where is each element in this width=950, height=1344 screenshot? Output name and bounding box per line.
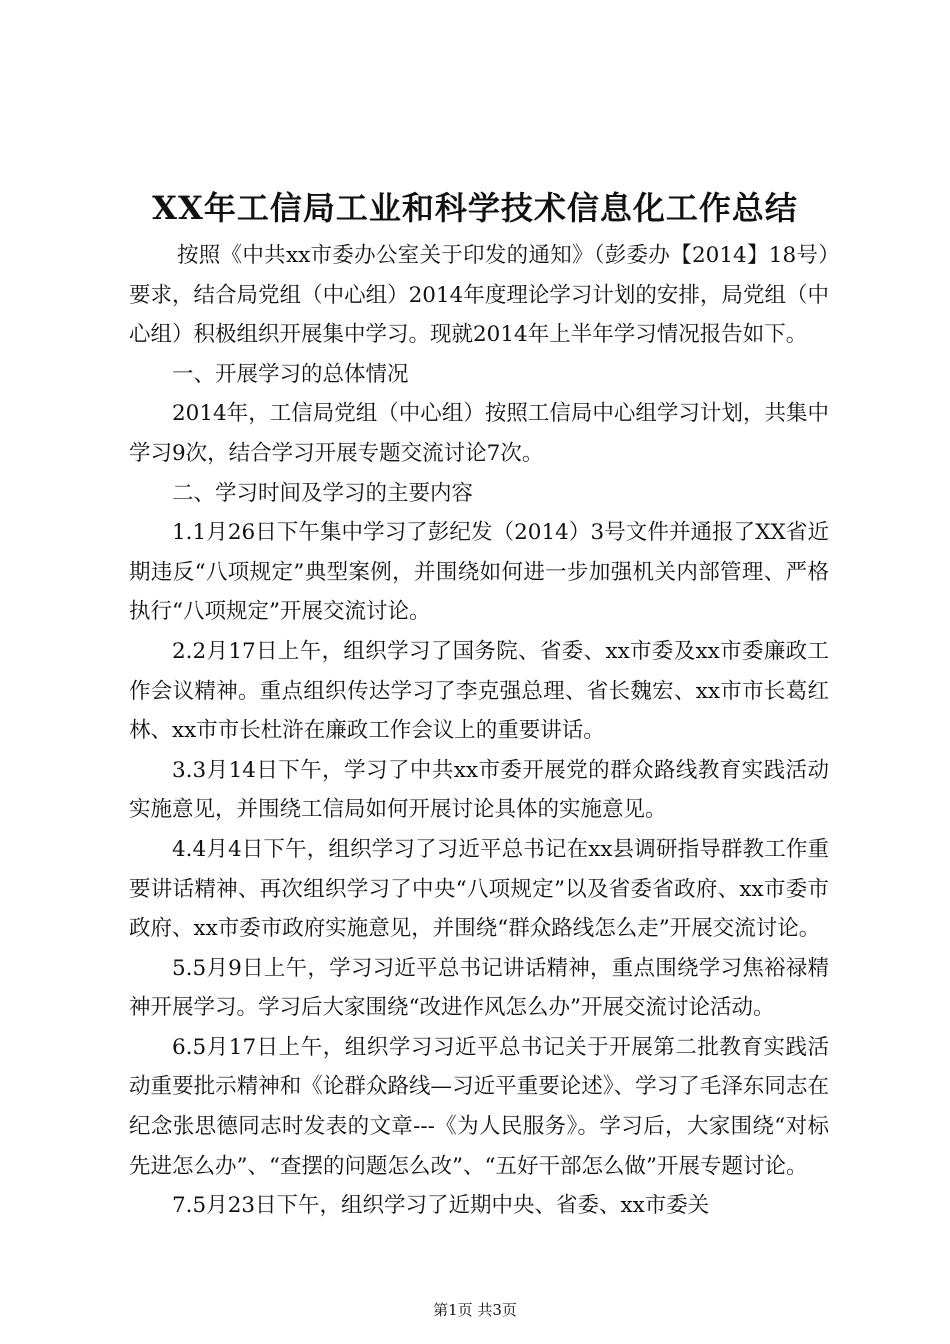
list-item: 5.5月9日上午，学习习近平总书记讲话精神，重点围绕学习焦裕禄精神开展学习。学习后大家围绕“改进作风怎么办”开展交流讨论活动。 — [129, 955, 829, 1021]
list-item: 4.4月4日下午，组织学习了习近平总书记在xx县调研指导群教工作重要讲话精神、再次组织学习了中央“八项规定”以及省委省政府、xx市委市政府、xx市委市政府实施意见，并围绕“群众路线怎么走”开展交流讨论。 — [129, 836, 829, 942]
list-item: 6.5月17日上午，组织学习习近平总书记关于开展第二批教育实践活动重要批示精神和《论群众路线—习近平重要论述》、学习了毛泽东同志在纪念张思德同志时发表的文章---《为人民服务》。学习后，大家围绕“对标先进怎么办”、“查摆的问题怎么改”、“五好干部怎么做”开展专题讨论。 — [129, 1034, 829, 1179]
section-heading-2: 二、学习时间及学习的主要内容 — [172, 480, 474, 506]
paragraph: 2014年，工信局党组（中心组）按照工信局中心组学习计划，共集中学习9次，结合学习开展专题交流讨论7次。 — [129, 401, 829, 466]
document-body — [129, 236, 829, 1226]
list-item: 3.3月14日下午，学习了中共xx市委开展党的群众路线教育实践活动实施意见，并围绕工信局如何开展讨论具体的实施意见。 — [129, 757, 829, 823]
document-title: XX年工信局工业和科学技术信息化工作总结 — [152, 189, 798, 227]
list-item: 7.5月23日下午，组织学习了近期中央、省委、xx市委关 — [172, 1193, 710, 1219]
section-heading-1: 一、开展学习的总体情况 — [172, 361, 409, 387]
page-footer: 第1页 共3页 — [433, 1301, 517, 1319]
paragraph-intro: 按照《中共xx市委办公室关于印发的通知》（彭委办【2014】18号）要求，结合局党组（中心组）2014年度理论学习计划的安排，局党组（中心组）积极组织开展集中学习。现就2014年上半年学习情况报告如下。 — [129, 243, 829, 348]
list-item: 1.1月26日下午集中学习了彭纪发（2014）3号文件并通报了XX省近期违反“八项规定”典型案例，并围绕如何进一步加强机关内部管理、严格执行“八项规定”开展交流讨论。 — [129, 520, 829, 625]
list-item: 2.2月17日上午，组织学习了国务院、省委、xx市委及xx市委廉政工作会议精神。重点组织传达学习了李克强总理、省长魏宏、xx市市长葛红林、xx市市长杜浒在廉政工作会议上的重要讲话。 — [129, 638, 829, 744]
